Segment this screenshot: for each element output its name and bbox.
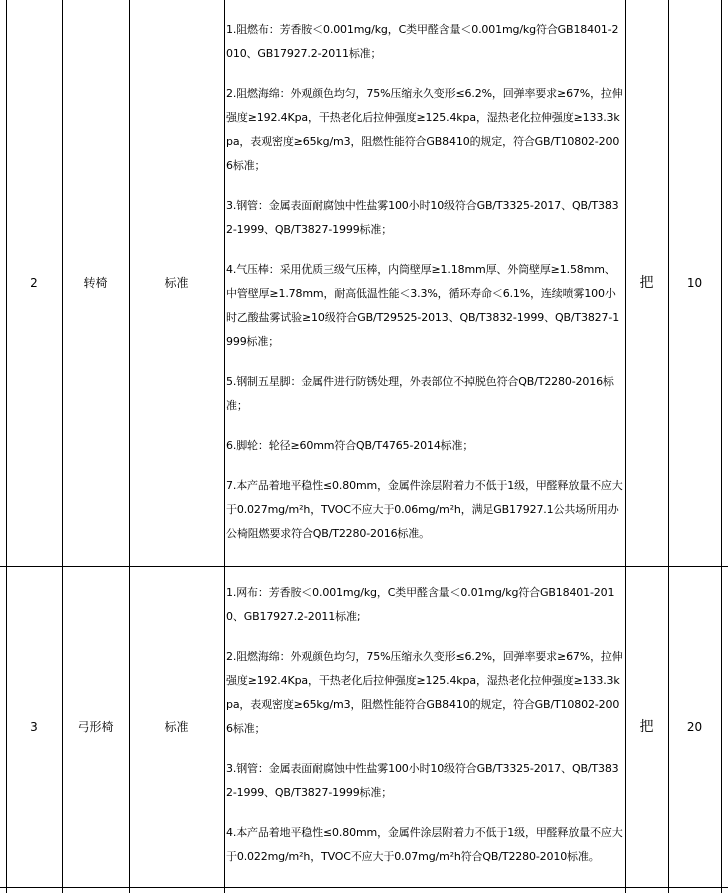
spec-text — [226, 581, 624, 885]
item-quantity: 10 — [686, 276, 703, 290]
spec-item: 7.本产品着地平稳性≤0.80mm，金属件涂层附着力不低于1级，甲醛释放量不应大于0.027mg/m²h，TVOC不应大于0.06mg/m²h，满足GB17927.1公共场所用办公椅阻燃要求符合QB/T2280-2016标准。 — [226, 479, 623, 540]
table-row — [6, 566, 62, 887]
spec-item: 4.本产品着地平稳性≤0.80mm，金属件涂层附着力不低于1级，甲醛释放量不应大于0.022mg/m²h，TVOC不应大于0.07mg/m²h符合QB/T2280-2010标准。 — [226, 826, 623, 863]
item-unit: 把 — [639, 718, 654, 735]
item-name: 转椅 — [83, 276, 108, 290]
spec-text — [226, 18, 624, 562]
table-row — [6, 0, 62, 566]
item-grade: 标准 — [164, 719, 189, 734]
spec-item: 4.气压棒：采用优质三级气压棒，内筒壁厚≥1.18mm厚、外筒壁厚≥1.58mm、中管壁厚≥1.78mm，耐高低温性能＜3.3%，循环寿命＜6.1%，连续喷雾100小时乙酸盐雾试验≥10级符合GB/T29525-2013、QB/T3832-1999、QB/T3827-1999标准； — [226, 263, 620, 348]
spec-item: 1.网布：芳香胺＜0.001mg/kg，C类甲醛含量＜0.01mg/kg符合GB18401-2010、GB17927.2-2011标准; — [226, 586, 615, 623]
unit-cell — [625, 0, 668, 566]
item-name: 弓形椅 — [77, 719, 114, 734]
spec-item: 2.阻燃海绵：外观颜色均匀，75%压缩永久变形≤6.2%，回弹率要求≥67%，拉伸强度≥192.4Kpa，干热老化后拉伸强度≥125.4kpa，湿热老化拉伸强度≥133.3kpa，表观密度≥65kg/m3，阻燃性能符合GB8410的规定，符合GB/T10802-2006标准； — [226, 87, 623, 172]
item-unit: 把 — [639, 275, 654, 291]
quantity-cell — [668, 566, 721, 887]
row-number: 3 — [30, 719, 38, 734]
unit-cell — [625, 566, 668, 887]
item-quantity: 20 — [686, 719, 703, 734]
spec-item: 2.阻燃海绵：外观颜色均匀，75%压缩永久变形≤6.2%，回弹率要求≥67%，拉伸强度≥192.4Kpa，干热老化后拉伸强度≥125.4kpa，湿热老化拉伸强度≥133.3kpa，表观密度≥65kg/m3，阻燃性能符合GB8410的规定，符合GB/T10802-2006标准； — [226, 650, 623, 735]
column-border — [721, 0, 722, 893]
spec-item: 6.脚轮：轮径≥60mm符合QB/T4765-2014标准； — [226, 439, 474, 452]
row-number: 2 — [30, 276, 38, 290]
spec-item: 3.钢管：金属表面耐腐蚀中性盐雾100小时10级符合GB/T3325-2017、QB/T3832-1999、QB/T3827-1999标准； — [226, 762, 619, 799]
grade-cell — [129, 566, 224, 887]
row-border — [0, 887, 728, 888]
item-name-cell — [62, 0, 129, 566]
grade-cell — [129, 0, 224, 566]
item-name-cell — [62, 566, 129, 887]
spec-item: 3.钢管：金属表面耐腐蚀中性盐雾100小时10级符合GB/T3325-2017、QB/T3832-1999、QB/T3827-1999标准； — [226, 199, 619, 236]
quantity-cell — [668, 0, 721, 566]
column-border — [224, 0, 225, 893]
spec-item: 1.阻燃布：芳香胺＜0.001mg/kg，C类甲醛含量＜0.001mg/kg符合GB18401-2010、GB17927.2-2011标准； — [226, 23, 619, 60]
spec-item: 5.钢制五星脚：金属件进行防锈处理，外表部位不掉脱色符合QB/T2280-2016标准； — [226, 375, 614, 412]
item-grade: 标准 — [164, 276, 189, 290]
